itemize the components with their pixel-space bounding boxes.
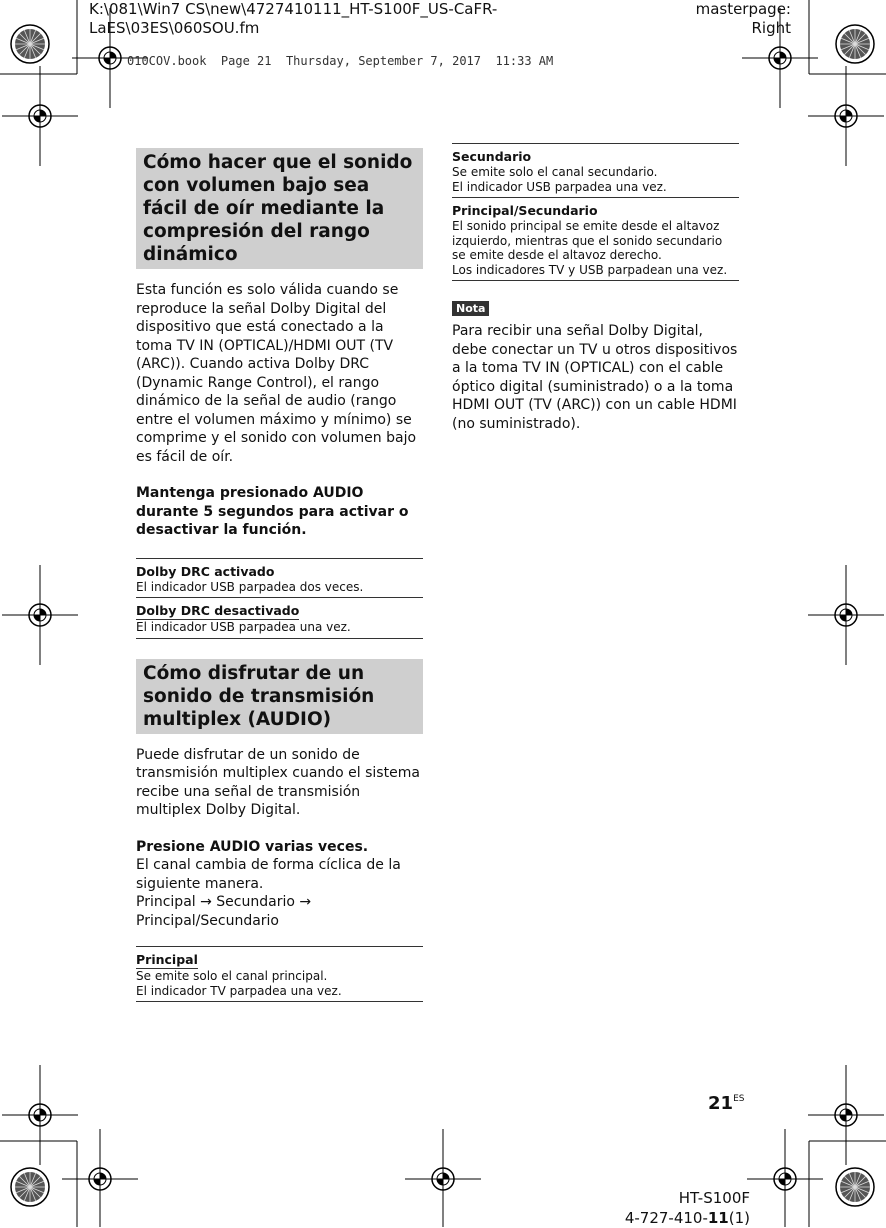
row-text: El sonido principal se emite desde el altavoz izquierdo, mientras que el sonido secundario se emite desde el altavoz derecho. — [452, 219, 723, 262]
section2-intro: Puede disfrutar de un sonido de transmisión multiplex cuando el sistema recibe una señal de transmisión multiplex Dolby Digital. — [136, 746, 420, 818]
registration-mark-icon — [405, 1129, 481, 1227]
row-text: Se emite solo el canal principal. — [136, 969, 328, 983]
row-text: El indicador TV parpadea una vez. — [136, 983, 342, 998]
masterpage-line1: masterpage: — [695, 0, 791, 18]
page-number-value: 21 — [708, 1093, 734, 1114]
row-text: Los indicadores TV y USB parpadean una vez. — [452, 262, 728, 277]
registration-mark-icon — [62, 1129, 138, 1227]
registration-mark-icon — [808, 565, 884, 665]
table-row — [452, 143, 739, 197]
model-name: HT-S100F — [678, 1189, 750, 1207]
file-path-header — [89, 0, 529, 38]
file-path-line2: LaES\03ES\060SOU.fm — [89, 19, 260, 37]
part-code-prefix: 4-727-410- — [624, 1209, 708, 1227]
note-text: Para recibir una señal Dolby Digital, debe conectar un TV u otros dispositivos a la toma TV IN (OPTICAL) con el cable óptico digital (suministrado) o a la toma HDMI OUT (TV (ARC)) con un cable HDMI (no suministrado). — [452, 323, 738, 432]
table-row — [136, 558, 423, 598]
page-language: ES — [733, 1094, 745, 1104]
registration-mark-icon — [808, 66, 884, 166]
row-title: Principal — [136, 952, 198, 967]
section1-heading: Cómo hacer que el sonido con volumen bajo sea fácil de oír mediante la compresión del rango dinámico — [136, 148, 423, 269]
registration-mark-icon — [2, 565, 78, 665]
section1-instruction: Mantenga presionado AUDIO durante 5 segundos para activar o desactivar la función. — [136, 485, 409, 538]
color-target-icon — [11, 1168, 49, 1206]
table-row — [136, 946, 423, 1002]
note-block — [452, 297, 739, 433]
row-text: El indicador USB parpadea dos veces. — [136, 579, 364, 594]
file-path-line1: K:\081\Win7 CS\new\4727410111_HT-S100F_US-CaFR- — [89, 0, 498, 18]
row-text: El indicador USB parpadea una vez. — [136, 620, 351, 634]
drc-table — [136, 558, 423, 639]
audio-table-left — [136, 946, 423, 1002]
section2-instruction: Presione AUDIO varias veces. — [136, 838, 369, 855]
section2-heading: Cómo disfrutar de un sonido de transmisión multiplex (AUDIO) — [136, 659, 423, 734]
row-title: Secundario — [452, 149, 532, 164]
cycle-text: El canal cambia de forma cíclica de la siguiente manera. — [136, 857, 401, 892]
masterpage-line2: Right — [751, 19, 791, 37]
section1-intro: Esta función es solo válida cuando se reproduce la señal Dolby Digital del dispositivo que está conectado a la toma TV IN (OPTICAL)/HDMI OUT (TV (ARC)). Cuando activa Dolby DRC (Dynamic Range Control), el rango dinámico de la señal de audio (rango entre el volumen máximo y mínimo) se comprime y el sonido con volumen bajo es fácil de oír. — [136, 282, 417, 465]
audio-table-right — [452, 143, 739, 281]
table-row — [452, 197, 739, 281]
cycle-sequence-line2: Principal/Secundario — [136, 912, 279, 929]
row-title: Dolby DRC desactivado — [136, 603, 300, 618]
footer-model-info — [625, 1188, 750, 1228]
part-code-suffix: (1) — [728, 1209, 750, 1227]
book-info: 010COV.book Page 21 Thursday, September 7, 2017 11:33 AM — [127, 54, 554, 68]
table-row — [136, 597, 423, 639]
registration-mark-icon — [2, 66, 78, 166]
color-target-icon — [836, 25, 874, 63]
registration-mark-icon — [747, 1129, 823, 1227]
part-code — [625, 1208, 750, 1228]
note-badge: Nota — [452, 301, 489, 316]
page-number — [708, 1093, 744, 1114]
right-column — [452, 143, 739, 433]
cycle-sequence-line1: Principal → Secundario → — [136, 894, 312, 910]
color-target-icon — [11, 25, 49, 63]
row-title: Dolby DRC activado — [136, 563, 275, 579]
row-text: El indicador USB parpadea una vez. — [452, 179, 667, 194]
registration-mark-icon — [808, 1065, 884, 1165]
registration-mark-icon — [2, 1065, 78, 1165]
row-title: Principal/Secundario — [452, 203, 598, 218]
left-column — [136, 148, 423, 1002]
color-target-icon — [836, 1168, 874, 1206]
masterpage-label — [651, 0, 791, 38]
part-code-bold: 11 — [707, 1209, 729, 1227]
row-text: Se emite solo el canal secundario. — [452, 165, 658, 179]
